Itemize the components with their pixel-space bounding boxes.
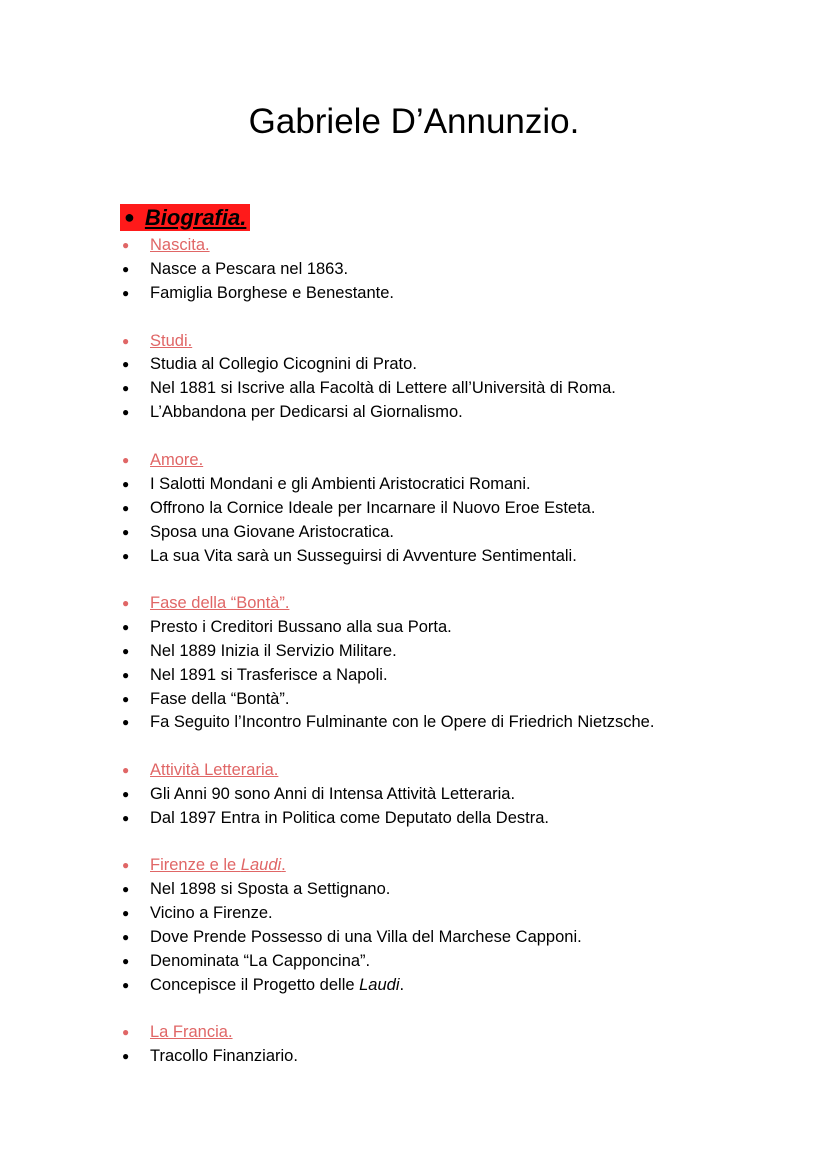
- bullet-icon: ●: [122, 262, 130, 276]
- list-item: ● Nel 1891 si Trasferisce a Napoli.: [122, 663, 388, 687]
- list-item: ● Tracollo Finanziario.: [122, 1044, 298, 1068]
- list-item: ● Sposa una Giovane Aristocratica.: [122, 520, 394, 544]
- bullet-icon: ●: [122, 811, 130, 825]
- bullet-icon: ●: [122, 238, 130, 252]
- section-title: ● Amore.: [122, 448, 203, 472]
- bullet-icon: ●: [122, 954, 130, 968]
- bullet-icon: ●: [122, 549, 130, 563]
- bullet-icon: ●: [122, 381, 130, 395]
- bullet-icon: ●: [122, 787, 130, 801]
- list-item: ● Studia al Collegio Cicognini di Prato.: [122, 352, 417, 376]
- section-title: ● Fase della “Bontà”.: [122, 591, 289, 615]
- bullet-icon: ●: [122, 882, 130, 896]
- section-title: ● Attività Letteraria.: [122, 758, 278, 782]
- list-item: ● Nel 1889 Inizia il Servizio Militare.: [122, 639, 397, 663]
- list-item: ● Concepisce il Progetto delle Laudi.: [122, 973, 404, 997]
- page-title: Gabriele D’Annunzio.: [248, 102, 580, 141]
- list-item: ● Nel 1898 si Sposta a Settignano.: [122, 877, 390, 901]
- list-item: ● La sua Vita sarà un Susseguirsi di Avventure Sentimentali.: [122, 544, 577, 568]
- list-item: ● Denominata “La Capponcina”.: [122, 949, 370, 973]
- bullet-icon: ●: [122, 405, 130, 419]
- list-item: ● Famiglia Borghese e Benestante.: [122, 281, 394, 305]
- bullet-icon: ●: [122, 715, 130, 729]
- bullet-icon: ●: [122, 763, 130, 777]
- heading-text: Biografia.: [144, 204, 247, 230]
- section-title: ● Studi.: [122, 329, 192, 353]
- bullet-icon: ●: [122, 1049, 130, 1063]
- list-item: ● Dove Prende Possesso di una Villa del Marchese Capponi.: [122, 925, 582, 949]
- bullet-icon: ●: [122, 477, 130, 491]
- list-item: ● L’Abbandona per Dedicarsi al Giornalismo.: [122, 400, 463, 424]
- list-item: ● Nasce a Pescara nel 1863.: [122, 257, 348, 281]
- bullet-icon: ●: [122, 357, 130, 371]
- bullet-icon: ●: [122, 978, 130, 992]
- bullet-icon: ●: [122, 286, 130, 300]
- bullet-icon: ●: [122, 453, 130, 467]
- list-item: ● Nel 1881 si Iscrive alla Facoltà di Lettere all’Università di Roma.: [122, 376, 616, 400]
- bullet-icon: ●: [124, 207, 135, 227]
- bullet-icon: ●: [122, 620, 130, 634]
- bullet-icon: ●: [122, 1025, 130, 1039]
- section-title: ● Firenze e le Laudi.: [122, 853, 286, 877]
- list-item: ● Vicino a Firenze.: [122, 901, 273, 925]
- list-item: ● I Salotti Mondani e gli Ambienti Aristocratici Romani.: [122, 472, 531, 496]
- bullet-icon: ●: [122, 334, 130, 348]
- section-title: ● Nascita.: [122, 233, 210, 257]
- bullet-icon: ●: [122, 906, 130, 920]
- bullet-icon: ●: [122, 501, 130, 515]
- bullet-icon: ●: [122, 596, 130, 610]
- section-title: ● La Francia.: [122, 1020, 233, 1044]
- bullet-icon: ●: [122, 858, 130, 872]
- bullet-icon: ●: [122, 525, 130, 539]
- bullet-icon: ●: [122, 644, 130, 658]
- list-item: ● Fase della “Bontà”.: [122, 687, 289, 711]
- list-item: ● Presto i Creditori Bussano alla sua Porta.: [122, 615, 452, 639]
- list-item: ● Gli Anni 90 sono Anni di Intensa Attività Letteraria.: [122, 782, 515, 806]
- biografia-heading: [120, 204, 250, 231]
- list-item: ● Fa Seguito l’Incontro Fulminante con le Opere di Friedrich Nietzsche.: [122, 710, 654, 734]
- bullet-icon: ●: [122, 930, 130, 944]
- bullet-icon: ●: [122, 692, 130, 706]
- list-item: ● Offrono la Cornice Ideale per Incarnare il Nuovo Eroe Esteta.: [122, 496, 595, 520]
- list-item: ● Dal 1897 Entra in Politica come Deputato della Destra.: [122, 806, 549, 830]
- bullet-icon: ●: [122, 668, 130, 682]
